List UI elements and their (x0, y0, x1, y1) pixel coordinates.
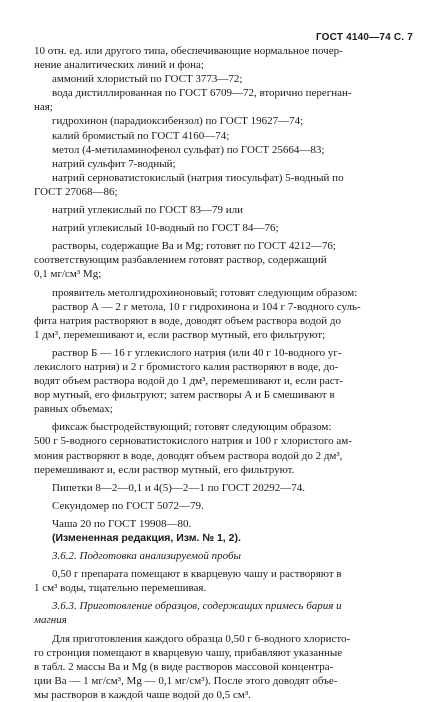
amendment-note: (Измененная редакция, Изм. № 1, 2). (52, 532, 241, 544)
text-line: Пипетки 8—2—0,1 и 4(5)—2—1 по ГОСТ 20292—74. (52, 481, 305, 494)
text-line: метол (4-метиламинофенол сульфат) по ГОСТ 25664—83; (52, 143, 325, 156)
text-line: го стронция помещают в кварцевую чашу, прибавляют указанные (34, 646, 343, 659)
text-line: фиксаж быстродействующий; готовят следующим образом: (52, 421, 332, 434)
section-heading: 3.6.2. Подготовка анализируемой пробы (52, 550, 241, 563)
text-line: в табл. 2 массы Ва и Mg (в виде растворов массовой концентра- (34, 660, 334, 673)
text-line: 500 г 5-водного серноватистокислого натрия и 100 г хлористого ам- (34, 435, 352, 448)
text-line: 1 дм³, перемешивают и, если раствор мутный, его фильтруют; (34, 328, 326, 341)
text-line: фита натрия растворяют в воде, доводят объем раствора водой до (34, 314, 341, 327)
text-line: аммоний хлористый по ГОСТ 3773—72; (52, 73, 243, 86)
text-line: перемешивают и, если раствор мутный, его фильтруют. (34, 463, 295, 476)
text-line: ции Ва — 1 мг/см³, Mg — 0,1 мг/см³). После этого доводят объе- (34, 674, 338, 687)
section-heading: 3.6.3. Приготовление образцов, содержащих примесь бария и (52, 600, 342, 613)
text-line: раствор Б — 16 г углекислого натрия (или 40 г 10-водного уг- (52, 346, 342, 359)
text-line: ная; (34, 101, 53, 114)
text-line: мония растворяют в воде, доводят объем раствора водой до 2 дм³, (34, 449, 343, 462)
text-line: 10 отн. ед. или другого типа, обеспечивающие нормальное почер- (34, 45, 343, 57)
running-header: ГОСТ 4140—74 С. 7 (315, 32, 413, 43)
text-line: соответствующим разбавлением готовят раствор, содержащий (34, 254, 327, 267)
text-line: натрий сульфит 7-водный; (52, 157, 176, 170)
text-line: Для приготовления каждого образца 0,50 г 6-водного хлористо- (52, 632, 351, 645)
text-line: проявитель метолгидрохиноновый; готовят следующим образом: (52, 286, 358, 299)
text-line: вор мутный, его фильтруют; затем растворы А и Б смешивают в (34, 389, 335, 402)
text-line: мы растворов в каждой чаше водой до 0,5 см³. (34, 688, 251, 701)
text-line: 0,50 г препарата помещают в кварцевую чашу и растворяют в (52, 568, 342, 581)
text-line: нение аналитических линий и фона; (34, 59, 204, 72)
text-line: натрий углекислый 10-водный по ГОСТ 84—76; (52, 222, 279, 235)
text-line: гидрохинон (парадиоксибензол) по ГОСТ 19627—74; (52, 115, 304, 128)
text-line: 0,1 мг/см³ Mg; (34, 268, 102, 281)
text-line: 1 см³ воды, тщательно перемешивая. (34, 582, 207, 595)
text-line: натрий углекислый по ГОСТ 83—79 или (52, 204, 244, 217)
text-line: лекислого натрия) и 2 г бромистого калия растворяют в воде, до- (34, 360, 339, 373)
text-line: натрий серноватистокислый (натрия тиосульфат) 5-водный по (52, 171, 344, 184)
text-line: калий бромистый по ГОСТ 4160—74; (52, 129, 230, 142)
text-line: Секундомер по ГОСТ 5072—79. (52, 499, 204, 512)
text-line: равных объемах; (34, 403, 113, 416)
text-line: растворы, содержащие Ва и Mg; готовят по ГОСТ 4212—76; (52, 240, 336, 253)
text-line: водят объем раствора водой до 1 дм³, перемешивают и, если раст- (34, 375, 344, 388)
text-line: Чаша 20 по ГОСТ 19908—80. (52, 517, 192, 530)
body-text (34, 44, 414, 702)
text-line: раствор А — 2 г метола, 10 г гидрохинона и 104 г 7-водного суль- (52, 300, 361, 313)
section-heading-continued: магния (34, 614, 67, 627)
text-line: вода дистиллированная по ГОСТ 6709—72, вторично перегнан- (52, 87, 352, 100)
text-line: ГОСТ 27068—86; (34, 185, 118, 198)
